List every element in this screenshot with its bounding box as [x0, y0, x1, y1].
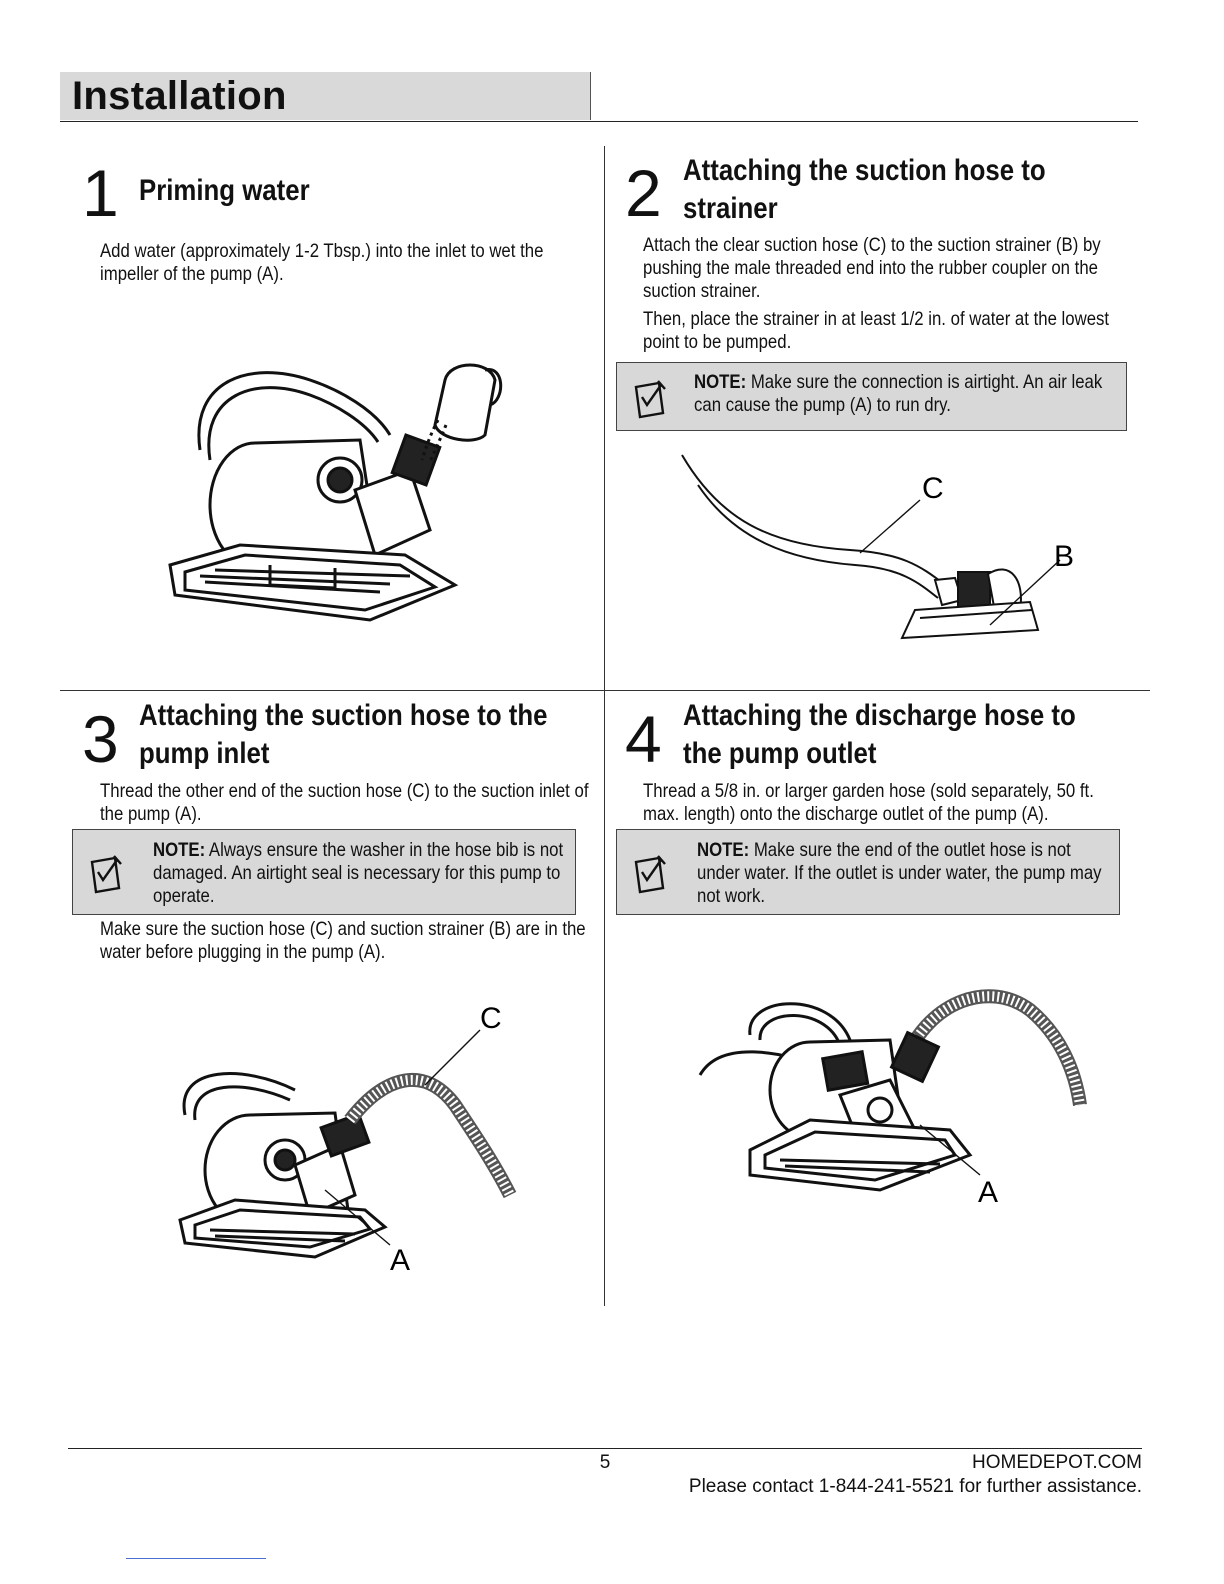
- figure-label: C: [922, 472, 944, 505]
- step-title-line-2: the pump outlet: [683, 737, 877, 770]
- figure-label: B: [1054, 540, 1075, 573]
- step-title: Attaching the discharge hose to: [683, 699, 1076, 732]
- step-title-line-2: pump inlet: [139, 737, 270, 770]
- page-edge-mark: [126, 1558, 266, 1559]
- page-number: 5: [599, 1452, 611, 1473]
- step-instruction: Attach the clear suction hose (C) to the suction strainer (B) by pushing the male threaded end into the rubber coupler on the suction strainer.: [643, 234, 1101, 302]
- note-text: Always ensure the washer in the hose bib is not damaged. An airtight seal is necessary for this pump to operate.: [153, 839, 564, 907]
- suction-hose-strainer-illustration: [670, 450, 1090, 650]
- step-instruction: Thread the other end of the suction hose (C) to the suction inlet of the pump (A).: [100, 780, 589, 825]
- step-number: 1: [82, 156, 119, 230]
- step-title-line-2: strainer: [683, 192, 778, 225]
- footer-contact: Please contact 1-844-241-5521 for further assistance.: [688, 1476, 1142, 1497]
- step-number: 4: [625, 702, 662, 776]
- footer-divider: [68, 1448, 1142, 1449]
- row-divider: [60, 690, 1150, 691]
- pump-priming-illustration: [160, 340, 510, 640]
- figure-label: C: [480, 1002, 502, 1035]
- section-header: [60, 72, 591, 120]
- note-text: Make sure the connection is airtight. An air leak can cause the pump (A) to run dry.: [694, 371, 1103, 416]
- note-box: [72, 829, 576, 915]
- note-box: [616, 362, 1127, 431]
- note-box: [616, 829, 1120, 915]
- section-title: Installation: [72, 74, 287, 118]
- note-pencil-icon: [631, 852, 669, 894]
- note-label: NOTE:: [153, 839, 206, 861]
- column-divider: [604, 146, 605, 1306]
- note-pencil-icon: [87, 852, 125, 894]
- note-text: Make sure the end of the outlet hose is not under water. If the outlet is under water, the pump may not work.: [697, 839, 1102, 907]
- step-instruction: Add water (approximately 1-2 Tbsp.) into the inlet to wet the impeller of the pump (A).: [100, 240, 544, 285]
- suction-hose-pump-illustration: [175, 995, 525, 1280]
- figure-label: A: [978, 1176, 999, 1209]
- step-instruction-2: Then, place the strainer in at least 1/2 in. of water at the lowest point to be pumped.: [643, 308, 1110, 353]
- step-number: 3: [82, 702, 119, 776]
- note-label: NOTE:: [697, 839, 750, 861]
- discharge-hose-pump-illustration: [690, 980, 1110, 1210]
- step-title: Attaching the suction hose to: [683, 154, 1046, 187]
- note-label: NOTE:: [694, 371, 747, 393]
- step-title: Priming water: [139, 174, 310, 207]
- step-instruction: Thread a 5/8 in. or larger garden hose (sold separately, 50 ft. max. length) onto the discharge outlet of the pump (A).: [643, 780, 1094, 825]
- footer-site[interactable]: HOMEDEPOT.COM: [972, 1452, 1142, 1473]
- header-divider: [60, 121, 1138, 122]
- figure-label: A: [390, 1244, 411, 1277]
- step-title: Attaching the suction hose to the: [139, 699, 548, 732]
- step-instruction-2: Make sure the suction hose (C) and suction strainer (B) are in the water before plugging in the pump (A).: [100, 918, 586, 963]
- note-pencil-icon: [631, 377, 669, 419]
- step-number: 2: [625, 156, 662, 230]
